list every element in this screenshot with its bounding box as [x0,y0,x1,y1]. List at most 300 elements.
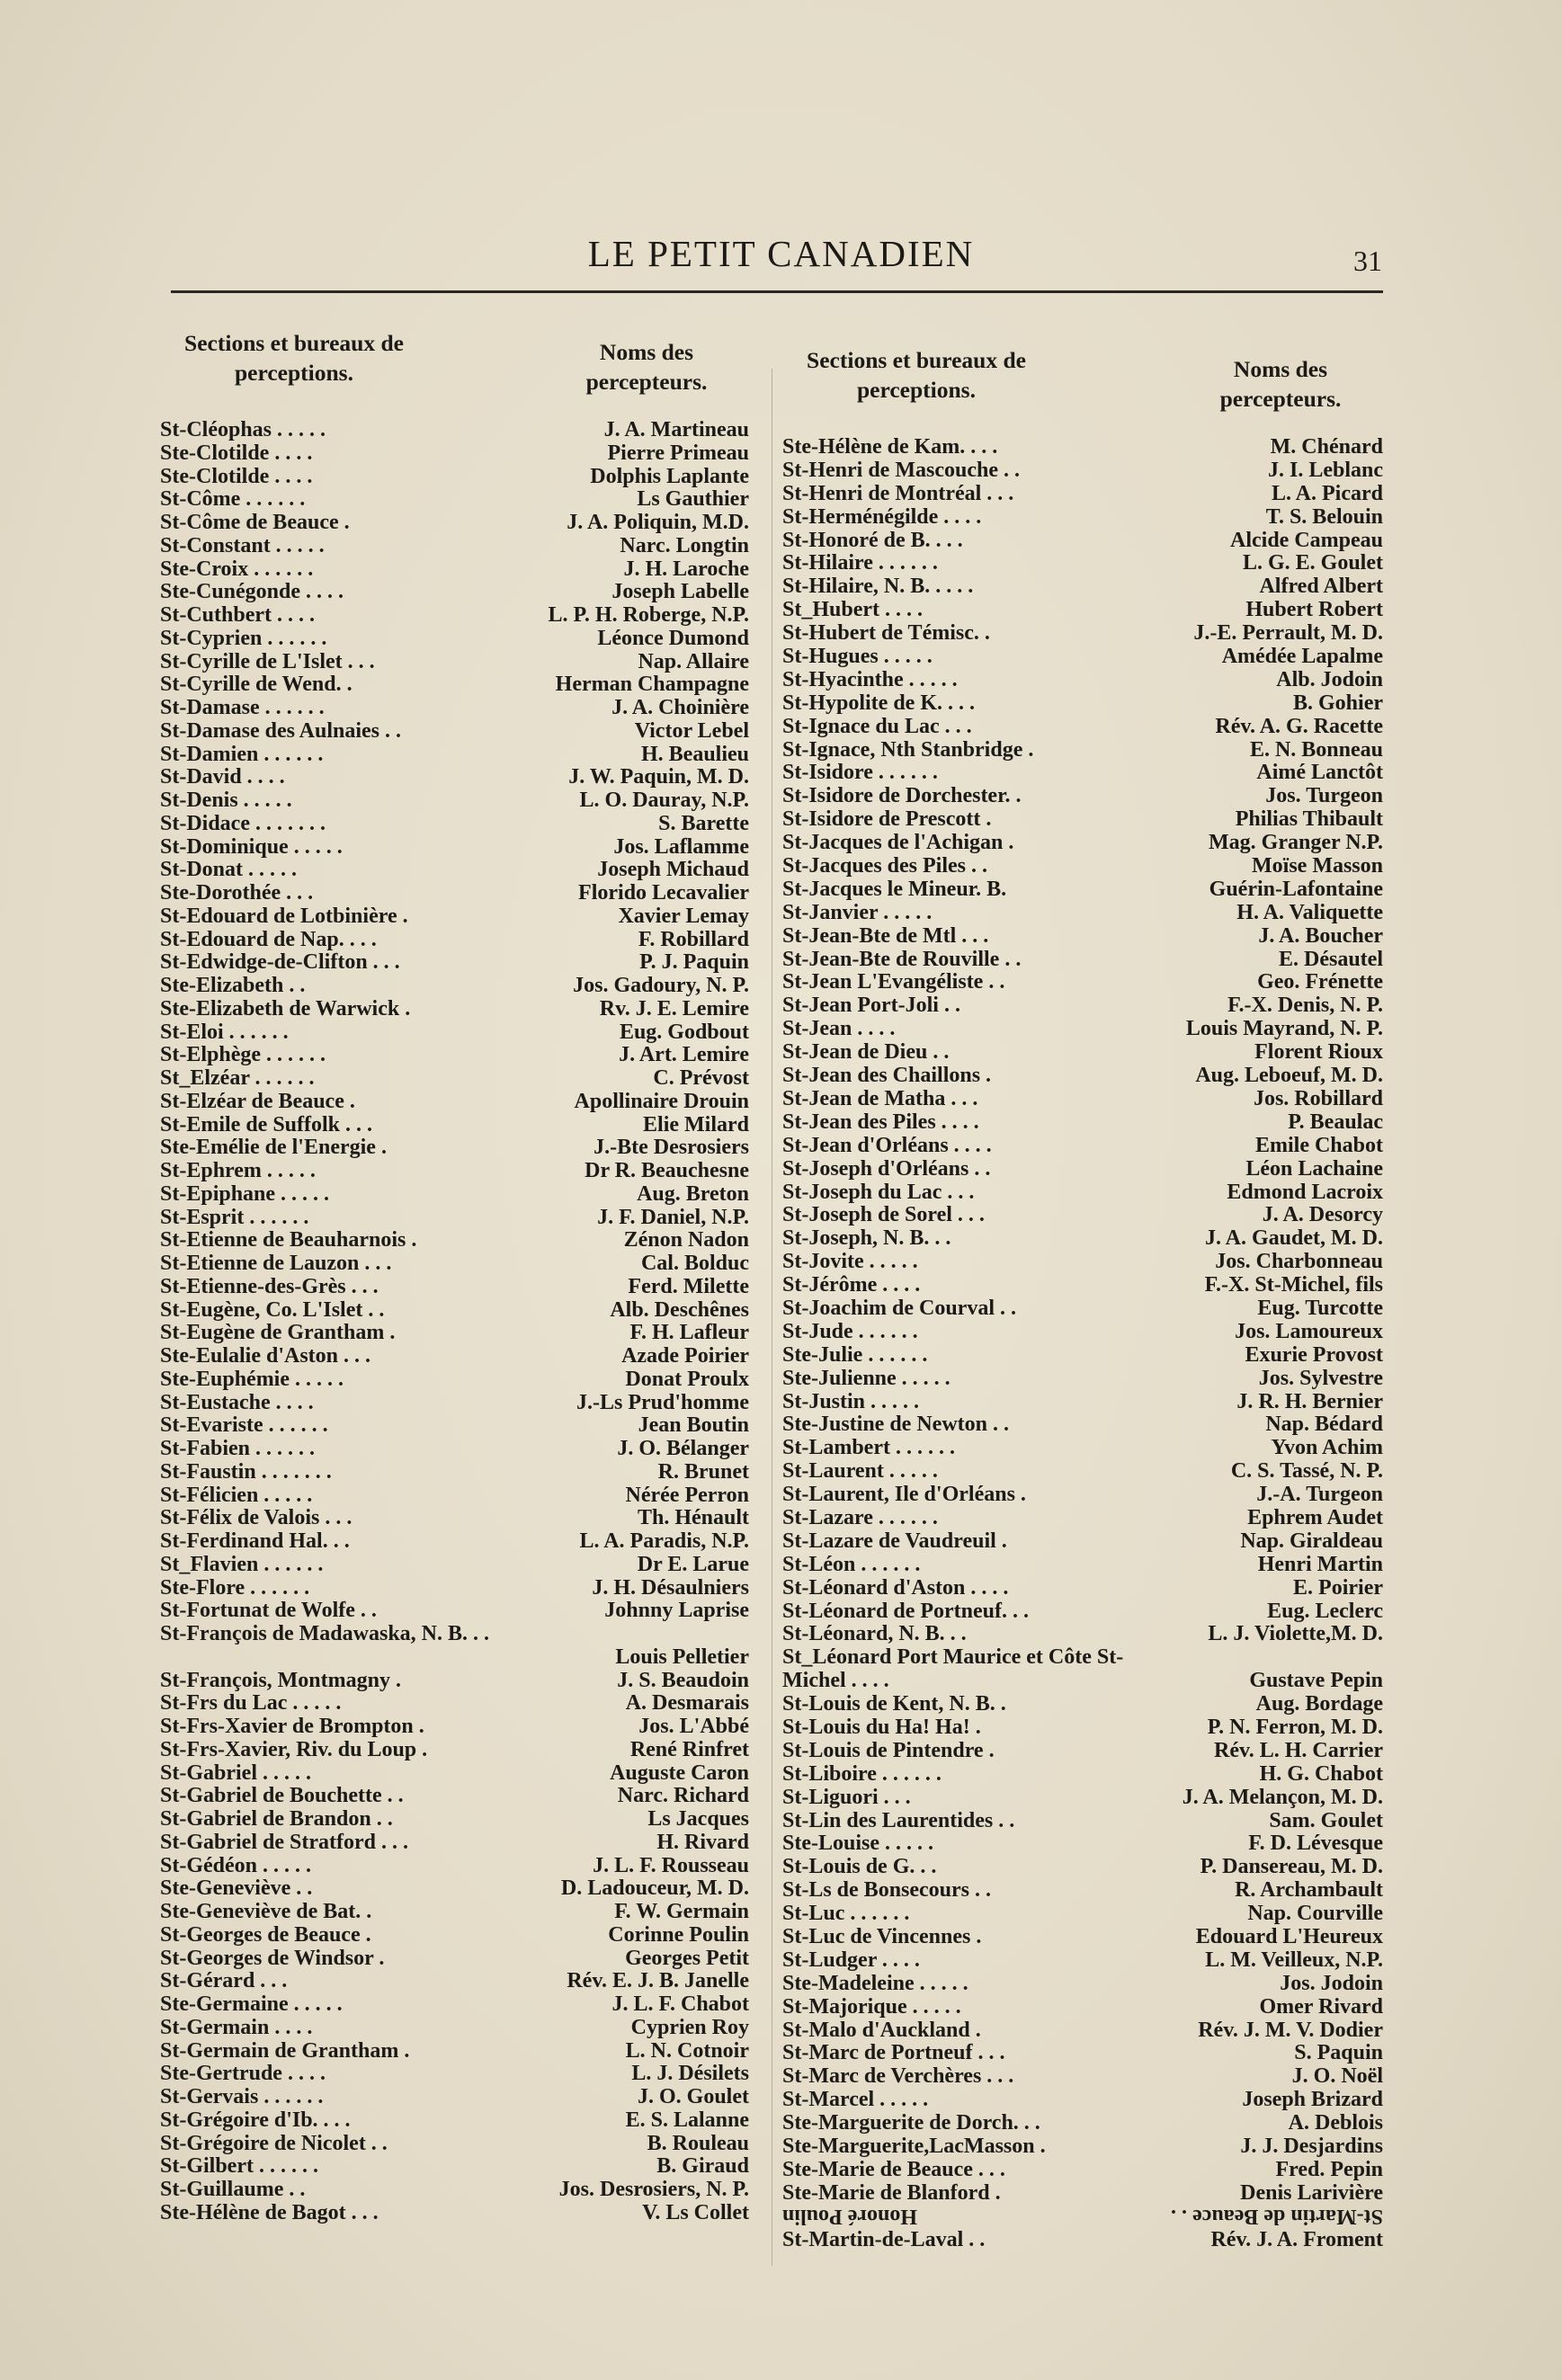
collector-name: Nap. Courville [1247,1902,1383,1926]
list-item [160,1043,749,1066]
collector-name: J. W. Paquin, M. D. [568,765,749,789]
section-name: St-Hubert de Témisc. . [782,621,990,646]
list-item [782,1878,1383,1902]
collector-name: Jos. Lamoureux [1235,1319,1383,1343]
section-name: St-Laurent . . . . . [782,1459,938,1484]
list-item [160,1876,749,1900]
left-column [160,328,749,2224]
page-number: 31 [1353,245,1382,277]
collector-name: Jos. Desrosiers, N. P. [558,2178,749,2201]
header-rule [171,290,1383,293]
collector-name: Rév. J. M. V. Dodier [1198,2018,1383,2042]
list-item [782,1226,1383,1250]
list-item [160,1992,749,2016]
collector-name: Aimé Lanctôt [1256,761,1383,785]
list-item [782,575,1383,598]
list-item [160,765,749,789]
section-name: St-Félix de Valois . . . [160,1506,353,1530]
section-name: St-Côme de Beauce . [160,511,350,534]
collector-name: René Rinfret [629,1737,749,1761]
section-name: St-Majorique . . . . . [782,1994,961,2019]
collector-name: Léonce Dumond [597,626,749,650]
section-name: St-Evariste . . . . . . [160,1413,328,1438]
list-item [782,901,1383,924]
collector-name: Omer Rivard [1259,1994,1383,2019]
collector-name: M. Chénard [1270,435,1383,459]
collector-name: Pierre Primeau [607,441,749,465]
list-item [160,1391,749,1414]
section-name: St-Damase . . . . . . [160,696,325,719]
collector-name: V. Ls Collet [642,2200,749,2224]
collector-name: A. Desmarais [625,1691,749,1716]
section-name: St-Jacques des Piles . . [782,854,987,878]
list-item [160,2085,749,2108]
list-item [782,2205,1383,2228]
collector-name: L. J. Violette,M. D. [1208,1622,1383,1646]
section-name: Ste-Elizabeth de Warwick . [160,996,411,1021]
list-item [782,1064,1383,1087]
collector-name: Victor Lebel [634,718,749,743]
collector-name: Jean Boutin [638,1413,749,1438]
collector-name: Rév. A. G. Racette [1215,714,1383,738]
section-name: Ste-Madeleine . . . . . [782,1971,968,1995]
section-name: St-Martin-de-Laval . . [782,2227,986,2251]
list-item [160,1691,749,1715]
section-name: St-Liboire . . . . . . [782,1761,942,1786]
collector-name: Eug. Turcotte [1257,1296,1383,1320]
list-item [160,1622,749,1645]
collector-name: J. F. Daniel, N.P. [597,1205,749,1229]
collector-name: J. O. Noël [1291,2064,1383,2089]
list-item [782,2135,1383,2158]
list-item [782,1739,1383,1762]
list-item [782,1181,1383,1204]
list-item [160,441,749,465]
collector-name: Edmond Lacroix [1227,1180,1383,1204]
list-item [782,831,1383,854]
section-name: St-Jean L'Evangéliste . . [782,970,1005,994]
section-name: St-Lin des Laurentides . . [782,1808,1015,1832]
section-name: Ste-Flore . . . . . . [160,1575,310,1600]
collector-name: Aug. Leboeuf, M. D. [1195,1064,1383,1088]
list-item [160,1807,749,1831]
collector-name: Johnny Laprise [604,1599,749,1623]
section-name: St-Constant . . . . . [160,533,325,557]
collector-name: Hubert Robert [1245,598,1383,622]
collector-name: Jos. Gadoury, N. P. [573,974,749,997]
collector-name: H. A. Valiquette [1236,900,1383,924]
collector-name: Elie Milard [643,1112,749,1137]
list-item [782,2111,1383,2135]
list-item [160,1252,749,1275]
collector-name: Alb. Jodoin [1276,667,1383,691]
collector-name: J. A. Poliquin, M.D. [567,511,749,534]
collector-name: P. J. Paquin [639,950,749,975]
right-column [782,345,1383,2251]
collector-name: J. R. H. Bernier [1236,1389,1383,1413]
section-name: Ste-Julienne . . . . . [782,1366,951,1390]
list-item [782,2181,1383,2205]
section-name: St-Louis de Pintendre . [782,1738,995,1762]
list-item [160,487,749,511]
list-item [782,1343,1383,1367]
section-name: St-Lazare de Vaudreuil . [782,1529,1007,1553]
section-name: St-Georges de Windsor . [160,1946,385,1970]
list-item [782,459,1383,482]
list-item [160,2108,749,2132]
collector-name: F.-X. Denis, N. P. [1227,994,1383,1018]
section-name: St-Eugène, Co. L'Islet . . [160,1297,385,1322]
section-name: St-Gervais . . . . . . [160,2085,324,2108]
collector-name: Herman Champagne [555,673,749,697]
section-name: St-Malo d'Auckland . [782,2018,981,2042]
section-name: Ste-Geneviève de Bat. . [160,1900,372,1923]
section-name: St-Edouard de Lotbinière . [160,904,408,928]
section-name: St-Jovite . . . . . [782,1250,918,1274]
section-name: Michel . . . . [782,1669,889,1693]
section-name: St-Cyrille de Wend. . [160,673,353,697]
sections-header: Sections et bureaux de perceptions. [807,347,1026,403]
section-name: Ste-Euphémie . . . . . [160,1367,344,1391]
list-item [160,2039,749,2063]
list-item [782,948,1383,971]
section-name: St_Hubert . . . . [782,598,923,622]
section-name: St-François, Montmagny . [160,1668,401,1692]
collector-name: Eug. Leclerc [1267,1599,1383,1623]
collector-name: Edouard L'Heureux [1195,1925,1383,1948]
collector-name: Louis Mayrand, N. P. [1185,1017,1383,1041]
section-name: Ste-Marie de Blanford . [782,2180,1001,2205]
list-item [782,854,1383,878]
list-item [160,997,749,1021]
section-name: St-Gédéon . . . . . [160,1853,311,1877]
section-name: St-Jérôme . . . . [782,1273,921,1297]
collector-name: Fred. Pepin [1275,2157,1383,2181]
section-name: St-Honoré de B. . . . [782,528,963,552]
collector-name: P. N. Ferron, M. D. [1207,1715,1383,1739]
collector-name: Joseph Labelle [611,580,749,604]
section-name: Ste-Marguerite,LacMasson . [782,2135,1046,2159]
collector-name: Jos. Laflamme [613,834,749,859]
collector-name: J. L. F. Rousseau [593,1853,749,1877]
collector-name: P. Dansereau, M. D. [1200,1855,1383,1879]
list-item [782,1203,1383,1226]
section-name: St-Jacques de l'Achigan . [782,831,1014,855]
collector-name: Joseph Brizard [1242,2088,1383,2112]
list-item [782,551,1383,575]
list-item [160,1298,749,1322]
list-item [782,1716,1383,1739]
collector-name: Rv. J. E. Lemire [599,996,749,1021]
collector-name: Sam. Goulet [1269,1808,1383,1832]
section-name: St-Joseph d'Orléans . . [782,1156,991,1181]
collector-name: J. O. Goulet [638,2085,749,2108]
list-item [160,673,749,696]
list-item [160,1923,749,1947]
collector-name: S. Barette [658,811,749,835]
collector-name: L. M. Veilleux, N.P. [1205,1948,1383,1972]
collector-name: Dr E. Larue [637,1552,749,1576]
list-item [782,1297,1383,1320]
list-item [160,1831,749,1854]
collector-name: R. Brunet [657,1459,749,1484]
list-item [782,1553,1383,1576]
collector-name: Florido Lecavalier [578,881,749,905]
section-name: St-Henri de Montréal . . . [782,481,1014,505]
section-name: St-Lazare . . . . . . [782,1505,938,1529]
list-item [160,1599,749,1622]
section-name: Ste-Geneviève . . [160,1876,313,1901]
section-name: St-Fortunat de Wolfe . . [160,1599,377,1623]
section-name: St-Louis de Kent, N. B. . [782,1692,1006,1716]
section-name: St-Cyrille de L'Islet . . . [160,649,375,673]
list-item [160,511,749,534]
collector-name: Dr R. Beauchesne [585,1159,749,1182]
collector-name: Rév. E. J. B. Janelle [567,1969,749,1993]
collector-name: Yvon Achim [1271,1436,1383,1460]
list-item [782,529,1383,552]
list-item [160,580,749,603]
section-name: St-Isidore de Dorchester. . [782,784,1022,808]
list-item [160,974,749,997]
section-name: Ste-Dorothée . . . [160,881,314,905]
list-item [160,1460,749,1484]
section-name: St-Joseph, N. B. . . [782,1226,951,1251]
section-name: St-Denis . . . . . [160,789,292,812]
list-item [160,603,749,627]
list-item [782,1250,1383,1273]
section-name: Ste-Hélène de Bagot . . . [160,2200,379,2224]
section-name: Ste-Germaine . . . . . [160,1992,343,2016]
section-name: St-David . . . . [160,765,285,789]
section-name: St-Martin de Beauce . . [1171,2204,1383,2228]
list-item [160,1506,749,1529]
section-name: Ste-Clotilde . . . . [160,464,313,488]
collector-name: Henri Martin [1257,1552,1383,1576]
collector-name: Ephrem Audet [1247,1505,1383,1529]
collector-name: P. Beaulac [1288,1110,1383,1134]
list-item [160,812,749,835]
collector-name: Dolphis Laplante [590,464,749,488]
collector-name: Moïse Masson [1252,854,1383,878]
section-name: St-Ignace du Lac . . . [782,714,972,738]
list-item [782,1645,1383,1669]
list-item [160,418,749,441]
collector-name: J. A. Boucher [1258,923,1383,948]
collector-name: J.-Ls Prud'homme [576,1390,749,1414]
list-item [782,1017,1383,1040]
list-item [160,1576,749,1600]
section-name: Ste-Marguerite de Dorch. . . [782,2111,1040,2135]
collector-name: L. G. E. Goulet [1242,551,1383,575]
section-name: St-Louis de G. . . [782,1855,937,1879]
section-name: St-Hugues . . . . . [782,645,933,669]
list-item [160,1368,749,1391]
collector-name: L. N. Cotnoir [625,2038,749,2063]
collector-name: Amédée Lapalme [1221,645,1383,669]
list-item [782,1925,1383,1948]
list-item [782,1855,1383,1878]
collector-name: Exurie Provost [1245,1342,1383,1367]
collector-name: Guérin-Lafontaine [1209,877,1383,901]
list-item [160,2132,749,2155]
list-item [782,994,1383,1017]
collector-name: Auguste Caron [610,1760,749,1785]
collector-name: J.-A. Turgeon [1256,1483,1383,1507]
section-name: St-Côme . . . . . . [160,487,306,512]
collector-name: B. Rouleau [647,2131,749,2155]
section-name: St-Donat . . . . . [160,858,298,882]
section-name: St-Léon . . . . . . [782,1552,921,1576]
list-item [782,2064,1383,2088]
list-item [160,743,749,766]
collector-name: Corinne Poulin [608,1922,749,1947]
section-name: St-Ferdinand Hal. . . [160,1529,350,1553]
section-name: St_Léonard Port Maurice et Côte St- [782,1645,1124,1670]
section-name: St-Ignace, Nth Stanbridge . [782,737,1034,762]
section-name: St-Esprit . . . . . . [160,1205,309,1229]
list-item [782,878,1383,901]
section-name: St-Isidore de Prescott . [782,807,992,832]
collector-name: J.-Bte Desrosiers [594,1136,749,1160]
collector-name: Narc. Longtin [620,533,749,557]
list-item [782,784,1383,807]
list-item [160,1228,749,1252]
collector-name: Nap. Giraldeau [1240,1529,1383,1553]
collector-name: L. O. Dauray, N.P. [579,789,749,812]
collector-name: J. A. Gaudet, M. D. [1205,1226,1383,1251]
section-name: St-Fabien . . . . . . [160,1437,316,1460]
collector-name: J.-E. Perrault, M. D. [1193,621,1383,646]
list-item [160,950,749,974]
list-item [782,482,1383,505]
collector-name: J. H. Laroche [623,557,749,581]
collector-name: Cal. Bolduc [640,1252,749,1275]
list-item [782,924,1383,948]
collector-name: L. A. Paradis, N.P. [579,1529,749,1553]
section-name: St-Elphège . . . . . . [160,1043,326,1067]
list-item [160,650,749,673]
list-item [160,1645,749,1669]
list-item [782,1157,1383,1181]
list-item [782,761,1383,784]
collector-name: Philias Thibault [1235,807,1383,832]
collector-name: Jos. Jodoin [1280,1971,1383,1995]
section-name: St-Louis du Ha! Ha! . [782,1715,981,1739]
list-item [160,2016,749,2039]
collector-name: C. S. Tassé, N. P. [1230,1459,1383,1484]
section-name: St-Jean de Matha . . . [782,1086,978,1110]
list-item [782,807,1383,831]
collector-name: Joseph Michaud [597,858,749,882]
section-name: Ste-Julie . . . . . . [782,1342,928,1367]
list-item [782,1995,1383,2019]
list-item [782,1273,1383,1297]
list-item [160,1784,749,1807]
section-name: Ste-Emélie de l'Energie . [160,1136,387,1160]
list-item [782,1622,1383,1645]
collector-name: H. G. Chabot [1259,1761,1383,1786]
collector-name: Louis Pelletier [615,1645,749,1669]
list-item [160,1553,749,1576]
list-item [160,1090,749,1113]
section-name: St-Frs-Xavier, Riv. du Loup . [160,1737,428,1761]
section-name: St-Gilbert . . . . . . [160,2154,318,2179]
section-name: Ste-Elizabeth . . [160,974,306,997]
list-item [160,1344,749,1368]
section-name: St-Edouard de Nap. . . . [160,927,377,951]
section-name: Ste-Gertrude . . . . [160,2062,326,2086]
list-item [160,2154,749,2178]
section-name: St_Elzéar . . . . . . [160,1066,315,1090]
list-item [160,1021,749,1044]
list-item [782,1832,1383,1855]
section-name: St-Justin . . . . . [782,1389,920,1413]
list-item [782,2019,1383,2042]
section-name: St-Gérard . . . [160,1969,288,1993]
collector-name: Azade Poirier [621,1344,749,1368]
collector-name: J. A. Choinière [611,696,749,719]
section-name: St-Etienne de Beauharnois . [160,1228,417,1252]
section-name: St-Gabriel de Bouchette . . [160,1784,404,1808]
list-item [782,2228,1383,2251]
collector-name: Alb. Deschênes [610,1297,749,1322]
collector-name: F. W. Germain [614,1900,749,1923]
section-name: St-Lambert . . . . . . [782,1436,955,1460]
section-name: Ste-Cunégonde . . . . [160,580,344,604]
collector-name: J. S. Beaudoin [617,1668,749,1692]
section-name: St-Damase des Aulnaies . . [160,718,402,743]
section-name: St-Luc . . . . . . [782,1902,910,1926]
collector-name: Narc. Richard [617,1784,749,1808]
collector-name: J. I. Leblanc [1267,458,1383,482]
collector-name: E. Désautel [1279,947,1383,971]
section-name: St-Etienne-des-Grès . . . [160,1274,379,1298]
section-name: St-Etienne de Lauzon . . . [160,1252,392,1275]
list-item [160,1321,749,1344]
collector-name: Jos. L'Abbé [638,1715,749,1738]
list-item [160,1136,749,1159]
collector-name: J. H. Désaulniers [592,1575,749,1600]
section-name: St-Gabriel de Brandon . . [160,1807,393,1831]
section-name: St-Ephrem . . . . . [160,1159,316,1182]
collector-name: Ls Gauthier [637,487,749,512]
section-name: St-Liguori . . . [782,1785,911,1809]
right-entries [782,435,1383,2251]
list-item [782,715,1383,738]
list-item [782,1576,1383,1600]
list-item [160,1182,749,1206]
right-column-header [782,345,1383,435]
collector-name: Aug. Breton [637,1181,749,1206]
section-name: St-Cuthbert . . . . [160,603,315,627]
collector-name: Honoré Poulin [782,2204,918,2228]
list-item [782,1320,1383,1343]
list-item [160,696,749,719]
section-name: St-Georges de Beauce . [160,1922,371,1947]
section-name: St-Jean de Dieu . . [782,1040,950,1065]
collector-name: Th. Hénault [637,1506,749,1530]
collector-name: Eug. Godbout [619,1020,749,1044]
list-item [160,1484,749,1507]
list-item [782,691,1383,715]
collector-name: Rév. L. H. Carrier [1214,1738,1383,1762]
collector-name: Ferd. Milette [628,1274,749,1298]
list-item [160,1113,749,1137]
collector-name: Geo. Frénette [1257,970,1383,994]
section-name: St-Hilaire, N. B. . . . . [782,575,974,599]
list-item [782,1786,1383,1809]
